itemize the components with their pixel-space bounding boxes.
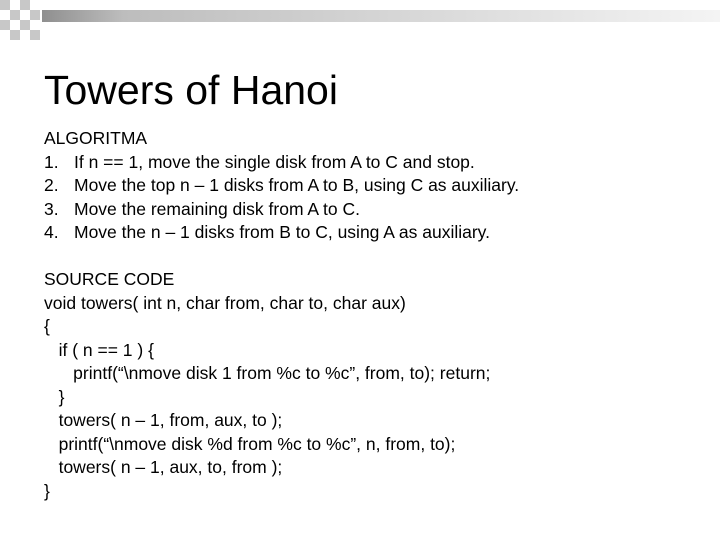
section-spacer xyxy=(44,245,704,269)
algorithm-steps xyxy=(44,151,704,245)
source-code-heading: SOURCE CODE xyxy=(44,269,175,289)
step-text: If n == 1, move the single disk from A to C and stop. xyxy=(74,151,475,172)
step-number: 4. xyxy=(44,222,59,242)
step-number: 3. xyxy=(44,198,59,219)
step-number: 1. xyxy=(44,151,59,172)
code-line: printf(“\nmove disk 1 from %c to %c”, from, to); return; xyxy=(44,363,491,383)
algorithm-heading: ALGORITMA xyxy=(44,128,148,148)
code-line: } xyxy=(44,480,50,501)
slide-body xyxy=(44,127,704,503)
code-line: { xyxy=(44,316,50,336)
source-code-block xyxy=(44,292,704,504)
step-text: Move the remaining disk from A to C. xyxy=(74,198,360,219)
code-line: towers( n – 1, from, aux, to ); xyxy=(44,410,283,430)
header-decoration xyxy=(0,0,720,46)
code-line: if ( n == 1 ) { xyxy=(44,339,154,360)
algorithm-step xyxy=(44,174,704,198)
code-line: towers( n – 1, aux, to, from ); xyxy=(44,457,283,477)
algorithm-step xyxy=(44,221,704,245)
code-line: void towers( int n, char from, char to, char aux) xyxy=(44,292,406,313)
slide-title: Towers of Hanoi xyxy=(44,67,338,113)
step-number: 2. xyxy=(44,175,59,195)
code-line: printf(“\nmove disk %d from %c to %c”, n, from, to); xyxy=(44,433,456,454)
step-text: Move the n – 1 disks from B to C, using A as auxiliary. xyxy=(74,222,490,242)
step-text: Move the top n – 1 disks from A to B, using C as auxiliary. xyxy=(74,175,520,195)
code-line: } xyxy=(44,386,65,407)
algorithm-step xyxy=(44,151,704,175)
algorithm-step xyxy=(44,198,704,222)
